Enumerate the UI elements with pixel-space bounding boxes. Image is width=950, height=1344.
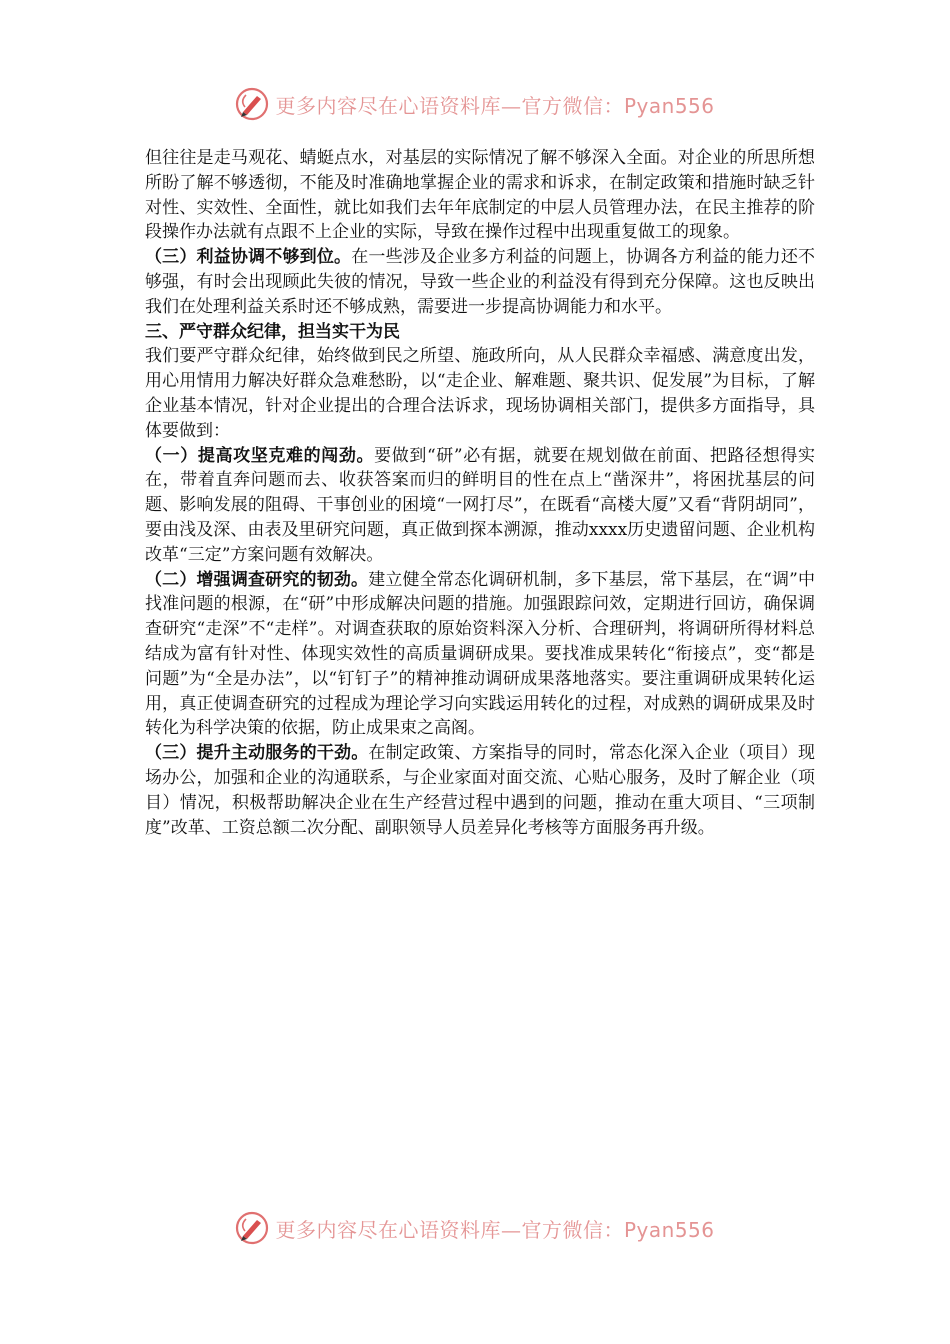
paragraph-heading: （一）提高攻坚克难的闯劲。 <box>145 445 375 466</box>
paragraph: 但往往是走马观花、蜻蜓点水，对基层的实际情况了解不够深入全面。对企业的所思所想所盼了解不够透彻，不能及时准确地掌握企业的需求和诉求，在制定政策和措施时缺乏针对性、实效性、全面性，就比如我们去年年底制定的中层人员管理办法，在民主推荐的阶段操作办法就有点跟不上企业的实际，导致在操作过程中出现重复做工的现象。 <box>145 148 815 243</box>
header-banner <box>0 84 950 124</box>
header-banner-text: 更多内容尽在心语资料库—官方微信：Pyan556 <box>275 93 715 118</box>
paragraph: （二）增强调查研究的韧劲。建立健全常态化调研机制，多下基层，常下基层，在“调”中找准问题的根源，在“研”中形成解决问题的措施。加强跟踪问效，定期进行回访，确保调查研究“走深”不“走样”。对调查获取的原始资料深入分析、合理研判，将调研所得材料总结成为富有针对性、体现实效性的高质量调研成果。要找准成果转化“衔接点”，变“都是问题”为“全是办法”，以“钉钉子”的精神推动调研成果落地落实。要注重调研成果转化运用，真正使调查研究的过程成为理论学习向实践运用转化的过程，对成熟的调研成果及时转化为科学决策的依据，防止成果束之高阁。 <box>145 569 815 739</box>
footer-banner-text: 更多内容尽在心语资料库—官方微信：Pyan556 <box>275 1217 715 1242</box>
paragraph: （三）提升主动服务的干劲。在制定政策、方案指导的同时，常态化深入企业（项目）现场办公，加强和企业的沟通联系，与企业家面对面交流、心贴心服务，及时了解企业（项目）情况，积极帮助解决企业在生产经营过程中遇到的问题，推动在重大项目、“三项制度”改革、工资总额二次分配、副职领导人员差异化考核等方面服务再升级。 <box>145 743 816 838</box>
section-heading: 三、严守群众纪律，担当实干为民 <box>145 321 400 342</box>
paragraph: （一）提高攻坚克难的闯劲。要做到“研”必有据，就要在规划做在前面、把路径想得实在，带着直奔问题而去、收获答案而归的鲜明目的性在点上“凿深井”，将困扰基层的问题、影响发展的阻碍、干事创业的困境“一网打尽”，在既看“高楼大厦”又看“背阴胡同”，要由浅及深、由表及里研究问题，真正做到探本溯源，推动xxxx历史遗留问题、企业机构改革“三定”方案问题有效解决。 <box>145 445 815 565</box>
paragraph: （三）利益协调不够到位。在一些涉及企业多方利益的问题上，协调各方利益的能力还不够强，有时会出现顾此失彼的情况，导致一些企业的利益没有得到充分保障。这也反映出我们在处理利益关系时还不够成熟，需要进一步提高协调能力和水平。 <box>145 247 816 317</box>
footer-banner <box>0 1208 950 1248</box>
paragraph-heading: （三）提升主动服务的干劲。 <box>145 743 369 764</box>
paragraph-heading: （二）增强调查研究的韧劲。 <box>145 569 369 590</box>
pen-logo-icon <box>235 87 269 121</box>
paragraph-heading: （三）利益协调不够到位。 <box>145 247 352 268</box>
paragraph: 我们要严守群众纪律，始终做到民之所望、施政所向，从人民群众幸福感、满意度出发，用心用情用力解决好群众急难愁盼，以“走企业、解难题、聚共识、促发展”为目标，了解企业基本情况，针对企业提出的合理合法诉求，现场协调相关部门，提供多方面指导，具体要做到： <box>145 346 815 441</box>
document-body <box>145 146 815 840</box>
pen-logo-icon <box>235 1211 269 1245</box>
